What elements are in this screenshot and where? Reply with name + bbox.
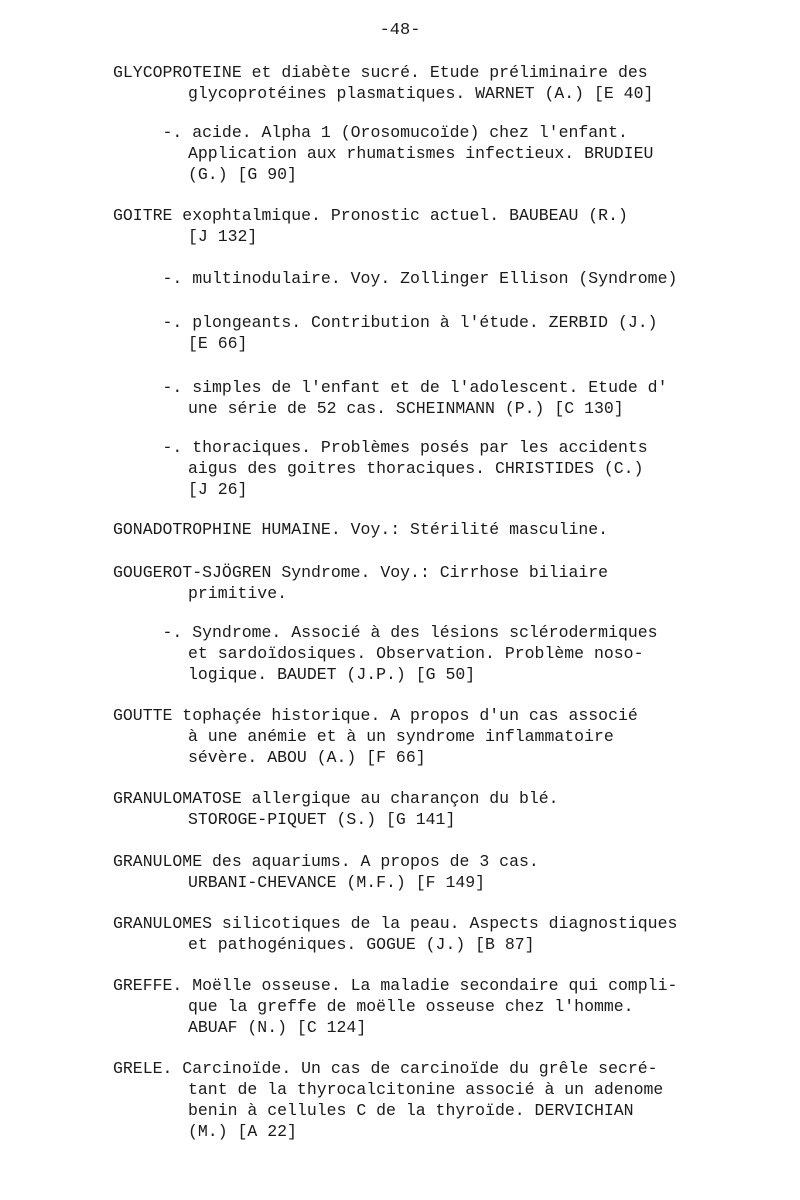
index-entry bbox=[0, 437, 800, 500]
entry-line: une série de 52 cas. SCHEINMANN (P.) [C 130] bbox=[188, 399, 624, 418]
index-entry bbox=[0, 975, 800, 1038]
entry-line: -. multinodulaire. Voy. Zollinger Ellison (Syndrome) bbox=[113, 269, 678, 288]
entry-line: GOITRE exophtalmique. Pronostic actuel. BAUBEAU (R.) bbox=[113, 206, 628, 225]
entry-line: primitive. bbox=[188, 584, 288, 603]
entry-line: GOUTTE tophaçée historique. A propos d'un cas associé bbox=[113, 706, 638, 725]
entry-line: Application aux rhumatismes infectieux. BRUDIEU bbox=[188, 144, 654, 163]
entry-line: -. Syndrome. Associé à des lésions sclérodermiques bbox=[113, 623, 658, 642]
entry-line: [J 132] bbox=[188, 227, 258, 246]
entry-line: GONADOTROPHINE HUMAINE. Voy.: Stérilité masculine. bbox=[113, 520, 609, 539]
entry-line: -. acide. Alpha 1 (Orosomucoïde) chez l'enfant. bbox=[113, 123, 628, 142]
index-entry bbox=[0, 312, 800, 354]
entry-line: (G.) [G 90] bbox=[188, 165, 297, 184]
index-entry bbox=[0, 122, 800, 185]
index-entry bbox=[0, 851, 800, 893]
index-entry bbox=[0, 562, 800, 604]
index-entry bbox=[0, 62, 800, 104]
index-entry bbox=[0, 377, 800, 419]
entry-line: glycoprotéines plasmatiques. WARNET (A.) [E 40] bbox=[188, 84, 654, 103]
entry-line: (M.) [A 22] bbox=[188, 1122, 297, 1141]
entry-line: logique. BAUDET (J.P.) [G 50] bbox=[188, 665, 476, 684]
entry-line: -. plongeants. Contribution à l'étude. ZERBID (J.) bbox=[113, 313, 658, 332]
entry-line: GREFFE. Moëlle osseuse. La maladie secondaire qui compli- bbox=[113, 976, 678, 995]
index-entry bbox=[0, 913, 800, 955]
entry-line: et sardoïdosiques. Observation. Problème noso- bbox=[188, 644, 644, 663]
entry-line: et pathogéniques. GOGUE (J.) [B 87] bbox=[188, 935, 535, 954]
entry-line: -. thoraciques. Problèmes posés par les accidents bbox=[113, 438, 648, 457]
entry-line: GRANULOMATOSE allergique au charançon du blé. bbox=[113, 789, 559, 808]
entry-line: GOUGEROT-SJÖGREN Syndrome. Voy.: Cirrhose biliaire bbox=[113, 563, 609, 582]
entry-line: GRELE. Carcinoïde. Un cas de carcinoïde du grêle secré- bbox=[113, 1059, 658, 1078]
index-entry bbox=[0, 268, 800, 289]
entry-line: [J 26] bbox=[188, 480, 248, 499]
index-entry bbox=[0, 1058, 800, 1142]
entry-line: aigus des goitres thoraciques. CHRISTIDES (C.) bbox=[188, 459, 644, 478]
index-entry bbox=[0, 705, 800, 768]
entry-line: -. simples de l'enfant et de l'adolescent. Etude d' bbox=[113, 378, 668, 397]
entry-line: GRANULOMES silicotiques de la peau. Aspects diagnostiques bbox=[113, 914, 678, 933]
entry-line: tant de la thyrocalcitonine associé à un adenome bbox=[188, 1080, 664, 1099]
page-number: -48- bbox=[379, 21, 421, 40]
entry-line: benin à cellules C de la thyroïde. DERVICHIAN bbox=[188, 1101, 634, 1120]
index-entry bbox=[0, 788, 800, 830]
index-entry bbox=[0, 622, 800, 685]
entry-line: URBANI-CHEVANCE (M.F.) [F 149] bbox=[188, 873, 486, 892]
entry-line: sévère. ABOU (A.) [F 66] bbox=[188, 748, 426, 767]
entry-line: GLYCOPROTEINE et diabète sucré. Etude préliminaire des bbox=[113, 63, 648, 82]
entry-line: à une anémie et à un syndrome inflammatoire bbox=[188, 727, 614, 746]
entry-line: STOROGE-PIQUET (S.) [G 141] bbox=[188, 810, 456, 829]
index-entry bbox=[0, 519, 800, 540]
entry-line: que la greffe de moëlle osseuse chez l'homme. bbox=[188, 997, 634, 1016]
entry-line: [E 66] bbox=[188, 334, 248, 353]
entry-line: ABUAF (N.) [C 124] bbox=[188, 1018, 367, 1037]
index-entry bbox=[0, 205, 800, 247]
entry-line: GRANULOME des aquariums. A propos de 3 cas. bbox=[113, 852, 539, 871]
